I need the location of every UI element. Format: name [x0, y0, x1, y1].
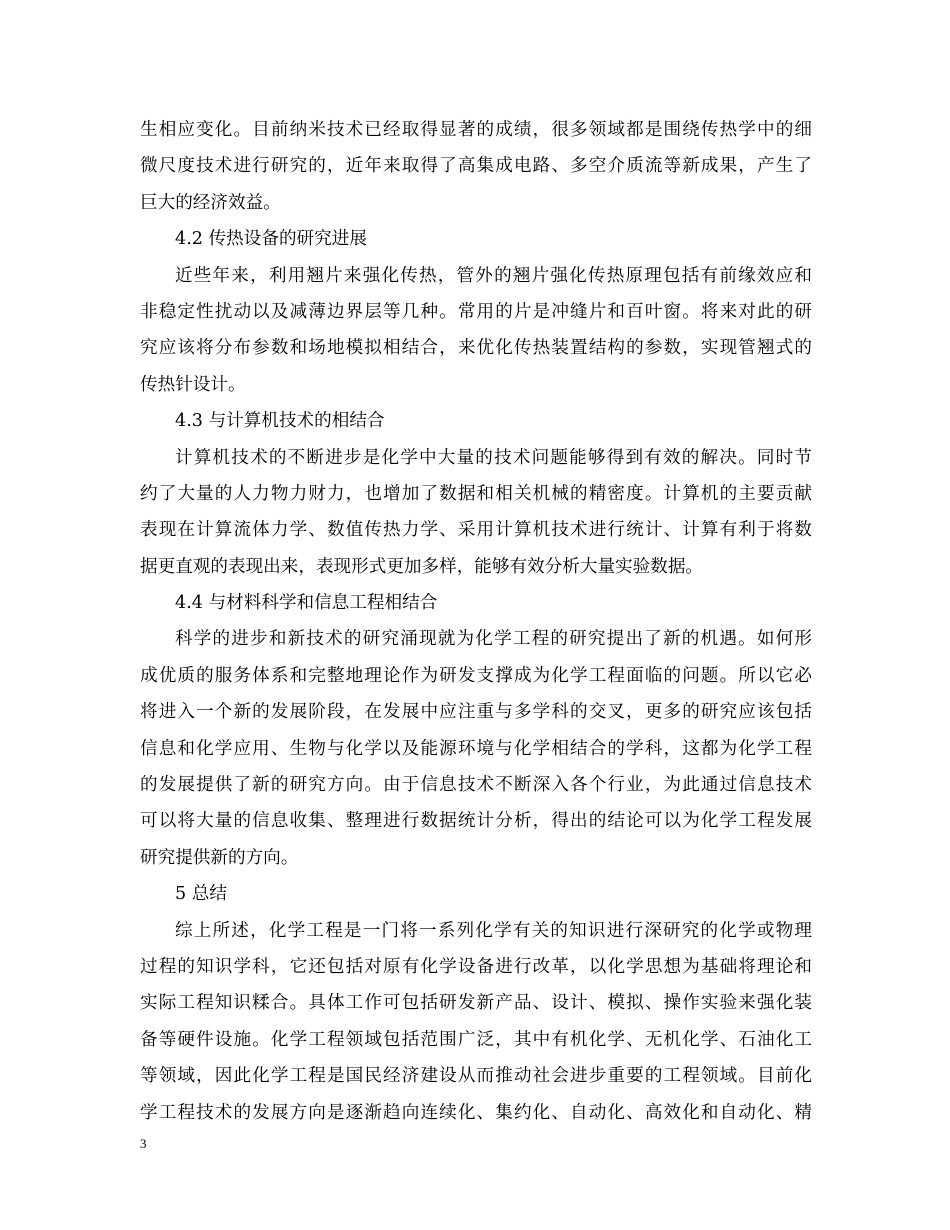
paragraph — [140, 440, 812, 586]
text-line: 传热针设计。 — [140, 374, 246, 395]
paragraph — [140, 621, 812, 876]
text-line: 表现在计算流体力学、数值传热力学、采用计算机技术进行统计、计算有利于将数 — [140, 520, 812, 541]
text-line: 综上所述，化学工程是一门将一系列化学有关的知识进行深研究的化学或物理 — [175, 920, 812, 941]
text-line: 成优质的服务体系和完整地理论作为研发支撑成为化学工程面临的问题。所以它必 — [140, 665, 812, 686]
text-line: 学工程技术的发展方向是逐渐趋向连续化、集约化、自动化、高效化和自动化、精 — [140, 1102, 812, 1123]
section-heading: 5 总结 — [175, 884, 227, 905]
text-line: 巨大的经济效益。 — [140, 192, 281, 213]
text-line: 研究提供新的方向。 — [140, 847, 299, 868]
paragraph — [140, 258, 812, 404]
text-line: 过程的知识学科，它还包括对原有化学设备进行改革，以化学思想为基础将理论和 — [140, 956, 812, 977]
text-line: 等领域，因此化学工程是国民经济建设从而推动社会进步重要的工程领域。目前化 — [140, 1066, 812, 1087]
text-line: 约了大量的人力物力财力，也增加了数据和相关机械的精密度。计算机的主要贡献 — [140, 483, 812, 504]
text-line: 信息和化学应用、生物与化学以及能源环境与化学相结合的学科，这都为化学工程 — [140, 738, 812, 759]
text-line: 备等硬件设施。化学工程领域包括范围广泛，其中有机化学、无机化学、石油化工 — [140, 1029, 812, 1050]
text-line: 生相应变化。目前纳米技术已经取得显著的成绩，很多领域都是围绕传热学中的细 — [140, 120, 812, 140]
page-number: 3 — [140, 1136, 147, 1151]
document-body — [140, 112, 812, 1131]
text-line: 科学的进步和新技术的研究涌现就为化学工程的研究提出了新的机遇。如何形 — [175, 629, 812, 650]
text-line: 可以将大量的信息收集、整理进行数据统计分析，得出的结论可以为化学工程发展 — [140, 811, 812, 832]
text-line: 的发展提供了新的研究方向。由于信息技术不断深入各个行业，为此通过信息技术 — [140, 775, 812, 796]
section-heading: 4.2 传热设备的研究进展 — [175, 229, 367, 250]
section-heading: 4.3 与计算机技术的相结合 — [175, 411, 385, 432]
text-line: 据更直观的表现出来，表现形式更加多样，能够有效分析大量实验数据。 — [140, 556, 704, 577]
paragraph — [140, 913, 812, 1131]
paragraph — [140, 112, 812, 221]
text-line: 微尺度技术进行研究的，近年来取得了高集成电路、多空介质流等新成果，产生了 — [140, 156, 812, 177]
text-line: 计算机技术的不断进步是化学中大量的技术问题能够得到有效的解决。同时节 — [175, 447, 812, 468]
text-line: 将进入一个新的发展阶段，在发展中应注重与多学科的交叉，更多的研究应该包括 — [140, 702, 812, 723]
text-line: 近些年来，利用翘片来强化传热，管外的翘片强化传热原理包括有前缘效应和 — [175, 265, 812, 286]
section-heading: 4.4 与材料科学和信息工程相结合 — [175, 593, 438, 614]
text-line: 非稳定性扰动以及减薄边界层等几种。常用的片是冲缝片和百叶窗。将来对此的研 — [140, 301, 812, 322]
text-line: 实际工程知识糅合。具体工作可包括研发新产品、设计、模拟、操作实验来强化装 — [140, 993, 812, 1014]
text-line: 究应该将分布参数和场地模拟相结合，来优化传热装置结构的参数，实现管翘式的 — [140, 338, 812, 359]
